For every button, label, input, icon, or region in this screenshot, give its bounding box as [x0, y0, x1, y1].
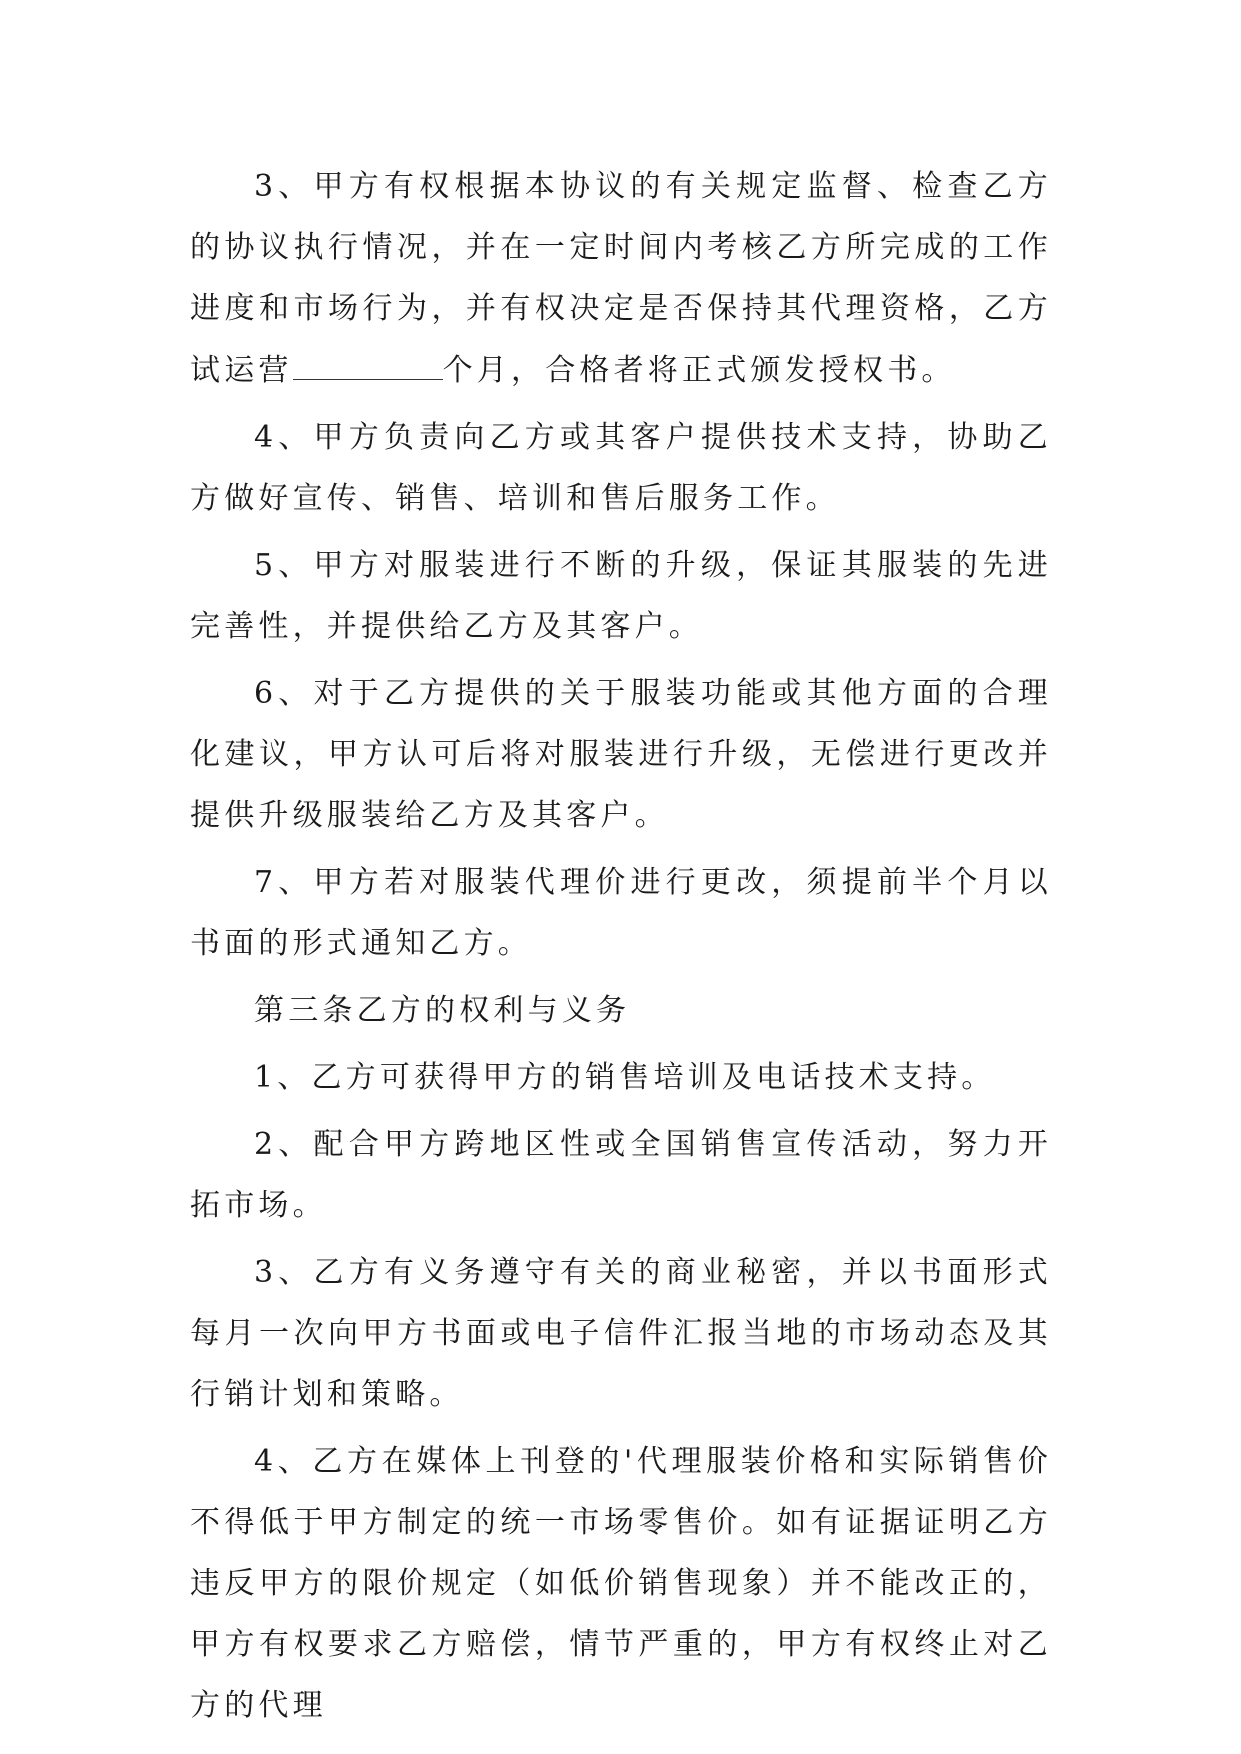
- paragraph-clause-5: 5、甲方对服装进行不断的升级，保证其服装的先进完善性，并提供给乙方及其客户。: [190, 548, 1052, 644]
- section-heading-article-3: 第三条乙方的权利与义务: [254, 993, 631, 1028]
- clause-3-text: 3、甲方有权根据本协议的有关规定监督、检查乙方的协议执行情况，并在一定时间内考核乙方所完成的工作进度和市场行为，并有权决定是否保持其代理资格，乙方试运营: [190, 169, 1052, 388]
- paragraph-clause-7: 7、甲方若对服装代理价进行更改，须提前半个月以书面的形式通知乙方。: [190, 865, 1052, 961]
- clause-3-continued: 个月，合格者将正式颁发授权书。: [442, 353, 956, 388]
- paragraph-party-b-4: 4、乙方在媒体上刊登的'代理服装价格和实际销售价不得低于甲方制定的统一市场零售价。如有证据证明乙方违反甲方的限价规定（如低价销售现象）并不能改正的，甲方有权要求乙方赔偿，情节严重的，甲方有权终止对乙方的代理: [190, 1444, 1052, 1723]
- paragraph-party-b-2: 2、配合甲方跨地区性或全国销售宣传活动，努力开拓市场。: [190, 1127, 1052, 1223]
- paragraph-clause-6: 6、对于乙方提供的关于服装功能或其他方面的合理化建议，甲方认可后将对服装进行升级，无偿进行更改并提供升级服装给乙方及其客户。: [190, 676, 1052, 833]
- paragraph-party-b-3: 3、乙方有义务遵守有关的商业秘密，并以书面形式每月一次向甲方书面或电子信件汇报当地的市场动态及其行销计划和策略。: [190, 1255, 1052, 1412]
- paragraph-clause-4: 4、甲方负责向乙方或其客户提供技术支持，协助乙方做好宣传、销售、培训和售后服务工作。: [190, 420, 1052, 516]
- fill-in-blank: [293, 339, 443, 380]
- document-page: [190, 156, 1052, 1736]
- paragraph-party-b-1: 1、乙方可获得甲方的销售培训及电话技术支持。: [254, 1060, 996, 1095]
- paragraph-clause-3: [190, 156, 1052, 401]
